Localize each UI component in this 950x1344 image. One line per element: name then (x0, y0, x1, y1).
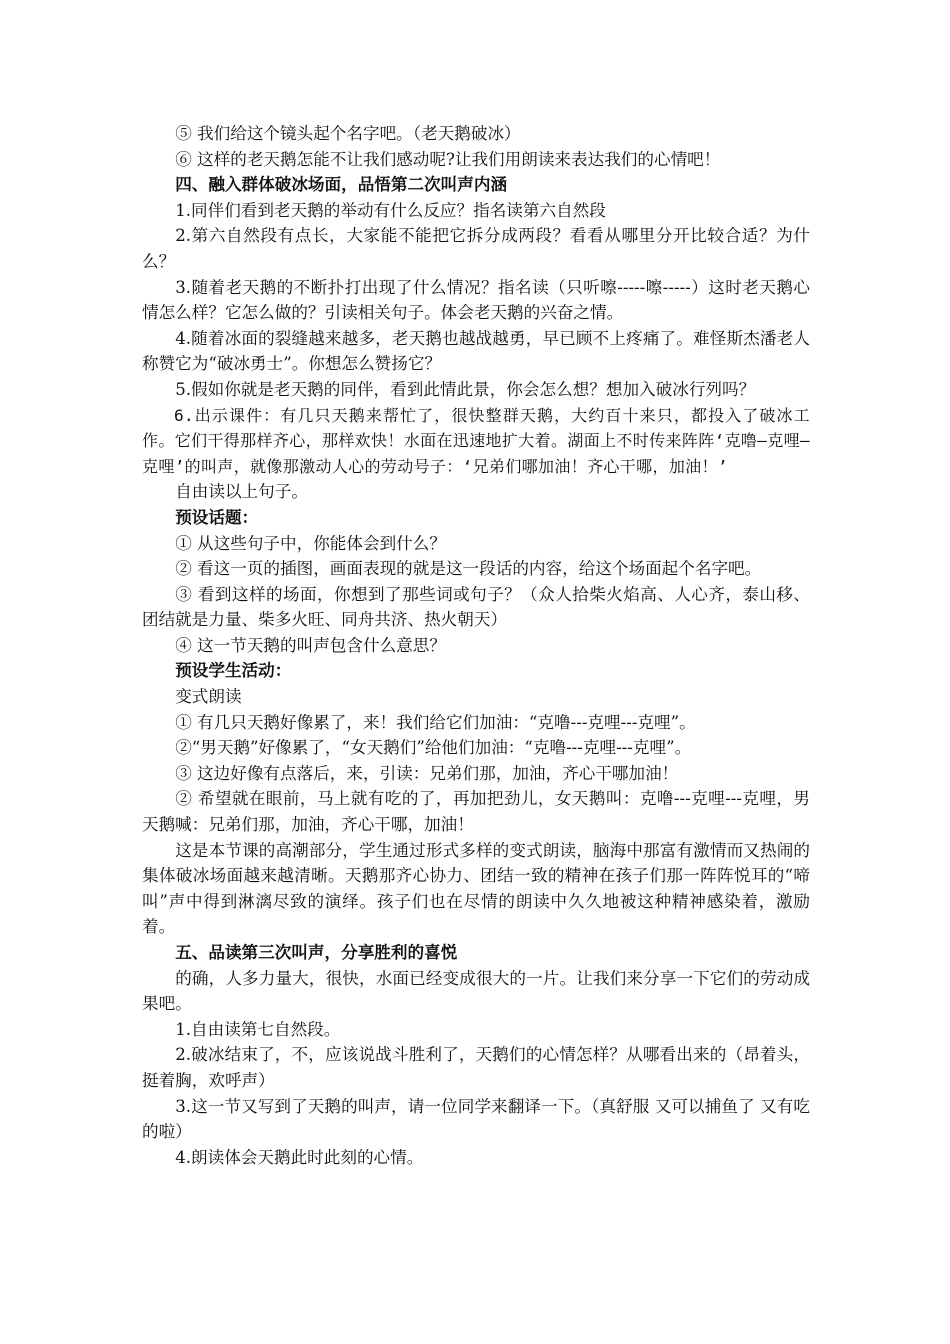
paragraph-5-item-3: 3.这一节又写到了天鹅的叫声，请一位同学来翻译一下。（真舒服 又可以捕鱼了 又有吃的啦） (142, 1096, 810, 1142)
paragraph-intro-5: 的确，人多力量大，很快，水面已经变成很大的一片。让我们来分享一下它们的劳动成果吧。 (142, 968, 810, 1014)
topic-2: ② 看这一页的插图，画面表现的就是这一段话的内容，给这个场面起个名字吧。 (175, 559, 762, 579)
section-heading-4: 四、融入群体破冰场面，品悟第二次叫声内涵 (175, 174, 508, 195)
document-page (142, 121, 810, 1170)
subheading-preset-topics: 预设话题： (175, 506, 259, 527)
topic-4: ④ 这一节天鹅的叫声包含什么意思？ (175, 635, 446, 655)
paragraph-variant-reading: 变式朗读 (175, 687, 242, 707)
paragraph-5: ⑤ 我们给这个镜头起个名字吧。（老天鹅破冰） (175, 124, 521, 143)
paragraph-item-5: 5.假如你就是老天鹅的同伴，看到此情此景，你会怎么想？想加入破冰行列吗？ (175, 379, 756, 399)
subheading-student-activities: 预设学生活动： (175, 660, 292, 681)
paragraph-5-item-2: 2.破冰结束了，不，应该说战斗胜利了，天鹅们的心情怎样？从哪看出来的（昂着头，挺着胸，欢呼声） (142, 1045, 810, 1090)
paragraph-item-3: 3.随着老天鹅的不断扑打出现了什么情况？指名读（只听嚓-----嚓-----）这时老天鹅心情怎么样？它怎么做的？引读相关句子。体会老天鹅的兴奋之情。 (142, 277, 810, 323)
activity-4: ② 希望就在眼前，马上就有吃的了，再加把劲儿，女天鹅叫：克噜---克哩---克哩，男天鹅喊：兄弟们那，加油，齐心干哪，加油！ (142, 789, 810, 835)
topic-1: ① 从这些句子中，你能体会到什么？ (175, 533, 446, 553)
paragraph-climax: 这是本节课的高潮部分，学生通过形式多样的变式朗读，脑海中那富有激情而又热闹的集体破冰场面越来越清晰。天鹅那齐心协力、团结一致的精神在孩子们那一阵阵悦耳的“啼叫”声中得到淋漓尽致的演绎。孩子们也在尽情的朗读中久久地被这种精神感染着，激励着。 (142, 840, 810, 937)
topic-3: ③ 看到这样的场面，你想到了那些词或句子？（众人拾柴火焰高、人心齐，泰山移、团结就是力量、柴多火旺、同舟共济、热火朝天） (142, 584, 810, 630)
activity-3: ③ 这边好像有点落后，来，引读：兄弟们那，加油，齐心干哪加油！ (175, 763, 679, 783)
paragraph-5-item-4: 4.朗读体会天鹅此时此刻的心情。 (175, 1147, 424, 1167)
paragraph-free-read: 自由读以上句子。 (175, 482, 308, 502)
paragraph-item-1: 1.同伴们看到老天鹅的举动有什么反应？指名读第六自然段 (175, 200, 606, 220)
paragraph-item-4: 4.随着冰面的裂缝越来越多，老天鹅也越战越勇，早已顾不上疼痛了。难怪斯杰潘老人称赞它为“破冰勇士”。你想怎么赞扬它？ (142, 328, 810, 374)
paragraph-item-6-quote: 6.出示课件：有几只天鹅来帮忙了，很快整群天鹅，大约百十来只，都投入了破冰工作。它们干得那样齐心，那样欢快！水面在迅速地扩大着。湖面上不时传来阵阵‘克噜—克哩—克哩’的叫声，就像那激动人心的劳动号子：‘兄弟们哪加油！齐心干哪，加油！’ (142, 405, 810, 476)
section-heading-5: 五、品读第三次叫声，分享胜利的喜悦 (175, 942, 458, 962)
paragraph-5-item-1: 1.自由读第七自然段。 (175, 1019, 341, 1039)
paragraph-6: ⑥ 这样的老天鹅怎能不让我们感动呢?让我们用朗读来表达我们的心情吧！ (175, 149, 721, 169)
activity-1: ① 有几只天鹅好像累了，来！我们给它们加油：“克噜---克哩---克哩”。 (175, 712, 696, 732)
paragraph-item-2: 2.第六自然段有点长，大家能不能把它拆分成两段？看看从哪里分开比较合适？为什么？ (142, 226, 810, 271)
activity-2: ②“男天鹅”好像累了，“女天鹅们”给他们加油：“克噜---克哩---克哩”。 (175, 738, 692, 758)
